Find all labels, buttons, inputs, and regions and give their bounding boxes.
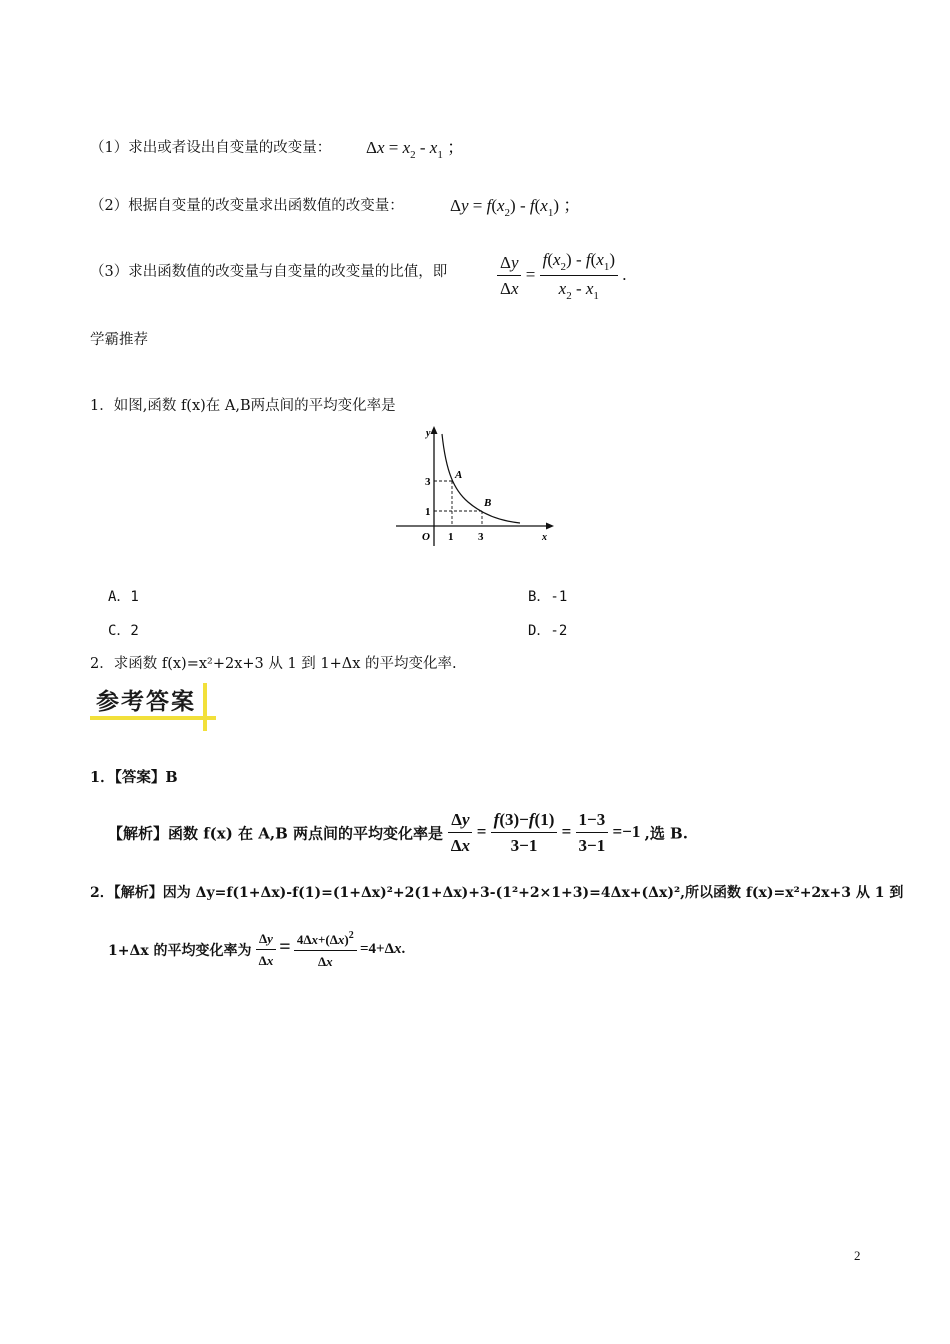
- origin-label: O: [422, 531, 430, 543]
- option-d: D．-2: [528, 623, 568, 639]
- answer-1-analysis-prefix: 【解析】函数 f(x) 在 A,B 两点间的平均变化率是: [108, 824, 444, 843]
- x-axis-arrow: [546, 523, 554, 530]
- tick-x3-label: 3: [478, 531, 484, 543]
- page-number: 2: [854, 1248, 861, 1263]
- answer-2-line2-prefix: 1+Δx 的平均变化率为: [108, 943, 252, 959]
- answer-2-formula: $\frac{\Delta y}{\Delta x}$ = $\frac{4\Delta x+(\Delta x)^2}{\Delta x}$ =4+Δx.: [256, 941, 405, 956]
- answer-1-analysis-suffix: ,选 B.: [644, 824, 688, 843]
- answer-2-line1: 2．【解析】因为 Δy=f(1+Δx)-f(1)=(1+Δx)²+2(1+Δx)+3-(1²+2×1+3)=4Δx+(Δx)²,所以函数 f(x)=x²+2x+3 从 1 到: [90, 885, 904, 901]
- section-title: 学霸推荐: [90, 332, 148, 348]
- step1-label: （1）求出或者设出自变量的改变量：: [90, 140, 332, 156]
- answer-2-line2: [108, 930, 405, 970]
- step3-label: （3）求出函数值的改变量与自变量的改变量的比值，即: [90, 264, 448, 280]
- function-graph-figure: [390, 422, 560, 550]
- step3-formula: $\frac{\Delta y}{\Delta x}$ = $\frac{f(x_2) - f(x_1)}{x_2 - x_1}$ .: [497, 250, 626, 302]
- option-a: A．1: [108, 589, 139, 605]
- tick-x1-label: 1: [448, 531, 454, 543]
- y-axis-label: y: [426, 428, 431, 439]
- question-1-text: 1．如图,函数 f(x)在 A,B两点间的平均变化率是: [90, 398, 396, 414]
- answer-1-analysis: [108, 810, 688, 856]
- tick-y3-label: 3: [425, 476, 431, 488]
- answer-banner: [90, 683, 216, 733]
- y-axis-arrow: [431, 426, 438, 434]
- answer-banner-title: 参考答案: [96, 688, 196, 715]
- step2-formula: $\Delta y = f(x_2) - f(x_1)$ ；: [450, 196, 581, 219]
- x-axis-label: x: [542, 532, 547, 543]
- option-c: C．2: [108, 623, 139, 639]
- answer-1-formula: $\frac{\Delta y}{\Delta x}$ = $\frac{f(3)-f(1)}{3-1}$ = $\frac{1-3}{3-1}$ =−1: [448, 822, 644, 841]
- point-a-label: A: [455, 469, 463, 481]
- tick-y1-label: 1: [425, 506, 431, 518]
- step2-label: （2）根据自变量的改变量求出函数值的改变量：: [90, 198, 404, 214]
- function-curve: [442, 434, 520, 523]
- banner-side-bar: [203, 683, 207, 731]
- step1-formula: $\Delta x = x_2 - x_1$ ；: [366, 138, 465, 161]
- banner-underline: [90, 716, 216, 720]
- question-2-text: 2．求函数 f(x)=x²+2x+3 从 1 到 1+Δx 的平均变化率.: [90, 656, 457, 672]
- point-b-label: B: [484, 497, 492, 509]
- answer-1-head: 1．【答案】B: [90, 769, 178, 786]
- option-b: B．-1: [528, 589, 568, 605]
